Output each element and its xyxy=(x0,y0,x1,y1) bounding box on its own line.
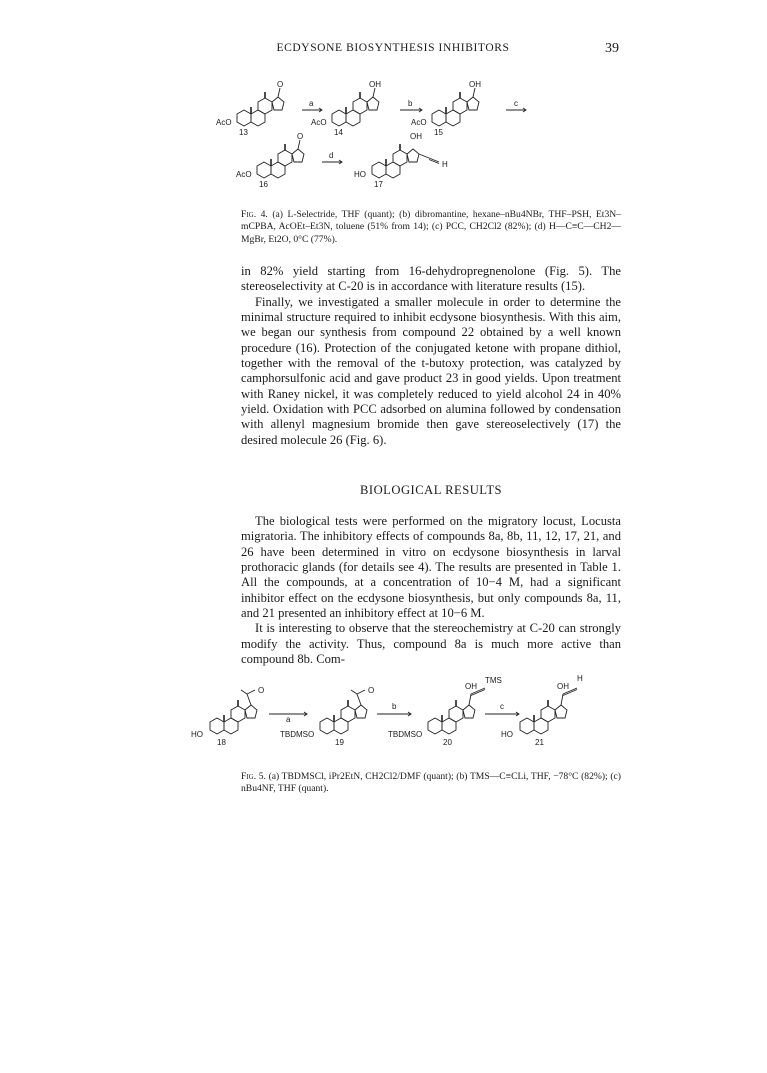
step-label: d xyxy=(329,151,334,160)
substituent-label: AcO xyxy=(411,118,427,127)
reaction-arrow-c xyxy=(506,108,526,112)
running-title: ECDYSONE BIOSYNTHESIS INHIBITORS xyxy=(276,42,510,54)
figure-5-scheme xyxy=(185,676,605,756)
body-text-top xyxy=(241,264,621,448)
substituent-label: OH xyxy=(469,80,481,89)
body-text-bottom xyxy=(241,514,621,667)
substituent-label: O xyxy=(297,132,304,141)
compound-number: 17 xyxy=(374,180,383,189)
substituent-label: OH xyxy=(410,132,422,141)
step-label: c xyxy=(500,702,504,711)
substituent-label: O xyxy=(277,80,284,89)
substituent-label: AcO xyxy=(311,118,327,127)
substituent-label: HO xyxy=(501,730,513,739)
compound-number: 13 xyxy=(239,128,248,137)
reaction-arrow-b xyxy=(400,108,422,112)
compound-number: 14 xyxy=(334,128,343,137)
figure-4-caption-label: Fig. 4. xyxy=(241,209,268,220)
figure-4-caption-text: (a) L-Selectride, THF (quant); (b) dibromantine, hexane–nBu4NBr, THF–PSH, Et3N–mCPBA, AcOEt–Et3N, toluene (51% from 14); (c) PCC, CH2Cl2 (82%); (d) H—C≡C—CH2—MgBr, Et2O, 0°C (77%). xyxy=(241,209,621,245)
reaction-arrow-a xyxy=(302,108,322,112)
substituent-label: H xyxy=(442,160,448,169)
page-header xyxy=(243,42,619,62)
substituent-label: AcO xyxy=(236,170,252,179)
substituent-label: TBDMSO xyxy=(388,730,423,739)
substituent-label: O xyxy=(368,686,375,695)
substituent-label: TBDMSO xyxy=(280,730,315,739)
step-label: a xyxy=(286,715,291,724)
molecule-18-structure xyxy=(210,690,257,734)
reaction-arrow-b xyxy=(377,712,411,716)
step-label: b xyxy=(408,99,413,108)
substituent-label: AcO xyxy=(216,118,232,127)
paragraph: in 82% yield starting from 16-dehydropregnenolone (Fig. 5). The stereoselectivity at C-20 is in accordance with literature results (15). xyxy=(241,264,621,294)
substituent-label: TMS xyxy=(485,676,502,685)
compound-number: 21 xyxy=(535,738,544,747)
step-label: a xyxy=(309,99,314,108)
reaction-arrow-c xyxy=(485,712,519,716)
figure-5-caption-label: Fig. 5. xyxy=(241,771,266,782)
page-number: 39 xyxy=(605,41,619,56)
section-heading: BIOLOGICAL RESULTS xyxy=(359,483,503,497)
molecule-16-structure xyxy=(257,140,304,178)
substituent-label: HO xyxy=(191,730,203,739)
substituent-label: OH xyxy=(465,682,477,691)
paragraph: The biological tests were performed on the migratory locust, Locusta migratoria. The inhibitory effects of compounds 8a, 8b, 11, 12, 17, 21, and 26 have been determined in vitro on ecdysone biosynthesis in larval prothoracic glands (for details see 4). The results are presented in Table 1. All the compounds, at a concentration of 10−4 M, had a significant inhibitor effect on the ecdysone biosynthesis, but only compounds 8a, 11, and 21 presented an inhibitory effect at 10−6 M. xyxy=(241,514,621,621)
figure-4-scheme xyxy=(216,80,562,198)
compound-number: 16 xyxy=(259,180,268,189)
paragraph: It is interesting to observe that the stereochemistry at C-20 can strongly modify the activity. Thus, compound 8a is much more active than compound 8b. Com- xyxy=(241,621,621,667)
substituent-label: OH xyxy=(557,682,569,691)
substituent-label: O xyxy=(258,686,265,695)
molecule-14-structure xyxy=(332,88,379,126)
substituent-label: H xyxy=(577,674,583,683)
compound-number: 19 xyxy=(335,738,344,747)
figure-5-caption xyxy=(241,771,621,796)
step-label: c xyxy=(514,99,518,108)
reaction-arrow-d xyxy=(322,160,342,164)
molecule-19-structure xyxy=(320,690,367,734)
figure-4-caption xyxy=(241,209,621,246)
molecule-21-structure xyxy=(520,688,577,734)
substituent-label: OH xyxy=(369,80,381,89)
figure-5-caption-text: (a) TBDMSCl, iPr2EtN, CH2Cl2/DMF (quant); (b) TMS—C≡CLi, THF, −78°C (82%); (c) nBu4NF, THF (quant). xyxy=(241,771,621,795)
molecule-15-structure xyxy=(432,88,479,126)
molecule-17-structure xyxy=(372,144,439,178)
paragraph: Finally, we investigated a smaller molecule in order to determine the minimal structure required to inhibit ecdysone biosynthesis. With this aim, we began our synthesis from compound 22 obtained by a well known procedure (16). Protection of the conjugated ketone with propane dithiol, together with the removal of the t-butoxy protection, was catalyzed by camphorsulfonic acid and gave product 23 in good yields. Upon treatment with Raney nickel, it was completely reduced to yield alcohol 24 in 40% yield. Oxidation with PCC adsorbed on alumina followed by condensation with allenyl magnesium bromide then gave stereoselectively (17) the desired molecule 26 (Fig. 6). xyxy=(241,294,621,447)
compound-number: 20 xyxy=(443,738,452,747)
compound-number: 18 xyxy=(217,738,226,747)
molecule-13-structure xyxy=(237,88,284,126)
step-label: b xyxy=(392,702,397,711)
molecule-20-structure xyxy=(428,688,485,734)
substituent-label: HO xyxy=(354,170,366,179)
compound-number: 15 xyxy=(434,128,443,137)
